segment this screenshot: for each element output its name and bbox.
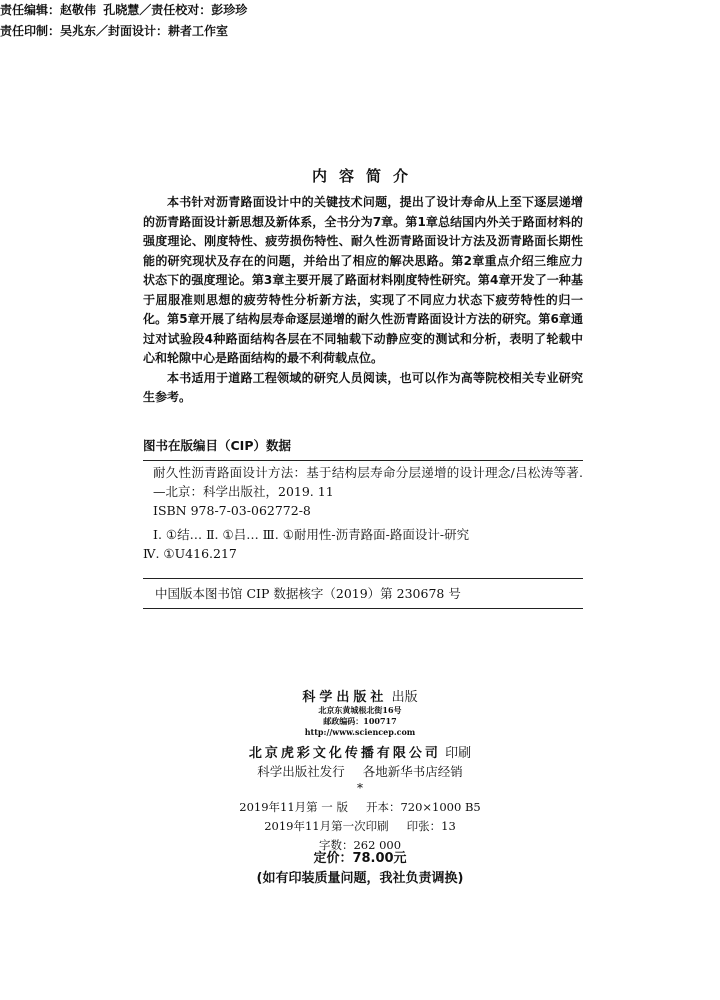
publisher-line: [0, 686, 720, 705]
price: 定价：78.00元: [313, 851, 407, 866]
summary-title: 内容简介: [311, 167, 420, 185]
publisher-contact: [0, 705, 720, 738]
distribution-sellers: 各地新华书店经销: [362, 764, 463, 779]
summary-paragraph: 本书适用于道路工程领域的研究人员阅读，也可以作为高等院校相关专业研究生参考。: [143, 370, 583, 404]
edition-row-1: [0, 798, 720, 817]
printing-date: 2019年11月第一次印刷: [264, 819, 389, 833]
word-count: 字数：262 000: [318, 838, 402, 852]
staff-line-editors: 责任编辑：赵敬伟 孔晓慧／责任校对：彭珍珍: [0, 3, 248, 17]
cip-verification: 中国版本图书馆 CIP 数据核字（2019）第 230678 号: [143, 578, 583, 609]
publisher-website: http://www.sciencep.com: [304, 727, 416, 737]
printed-sheets: 印张：13: [406, 819, 456, 833]
edition-date: 2019年11月第 一 版: [239, 800, 348, 814]
publisher-logo-name: 科学出版社: [302, 690, 388, 705]
publisher-suffix: 出版: [391, 690, 418, 705]
cip-record: [143, 463, 583, 563]
quality-note: (如有印装质量问题，我社负责调换): [256, 871, 464, 886]
printer-suffix: 印刷: [445, 746, 472, 761]
cip-classification-1: Ⅰ. ①结… Ⅱ. ①吕… Ⅲ. ①耐用性-沥青路面-路面设计-研究: [153, 527, 470, 542]
distribution-line: [0, 762, 720, 780]
printer-line: [0, 742, 720, 761]
publisher-postcode: 邮政编码：100717: [323, 716, 397, 726]
summary-paragraph: 本书针对沥青路面设计中的关键技术问题，提出了设计寿命从上至下逐层递增的沥青路面设计新思想及新体系，全书分为7章。第1章总结国内外关于路面材料的强度理论、刚度特性、疲劳损伤特性、耐久性沥青路面设计方法及沥青路面长期性能的研究现状及存在的问题，并给出了相应的解决思路。第2章重点介绍三维应力状态下的强度理论。第3章主要开展了路面材料刚度特性研究。第4章开发了一种基于屈服准则思想的疲劳特性分析新方法，实现了不同应力状态下疲劳特性的归一化。第5章开展了结构层寿命逐层递增的耐久性沥青路面设计方法的研究。第6章通过对试验段4种路面结构各层在不同轴载下动静应变的测试和分析，表明了轮载中心和轮隙中心是路面结构的最不利荷载点位。: [143, 195, 583, 365]
summary-body: [143, 193, 583, 408]
staff-line-production: 责任印制：吴兆东／封面设计：耕者工作室: [0, 24, 229, 38]
separator-star: *: [357, 781, 363, 795]
book-format: 开本：720×1000 B5: [365, 800, 481, 814]
cip-classification-2: Ⅳ. ①U416.217: [143, 546, 237, 561]
distribution-issuer: 科学出版社发行: [257, 764, 345, 779]
cip-title-line: 耐久性沥青路面设计方法：基于结构层寿命分层递增的设计理念/吕松涛等著. —北京：科学出版社，2019. 11: [153, 465, 583, 499]
edition-row-2: [0, 817, 720, 836]
staff-credits: [0, 0, 340, 42]
publisher-address: 北京东黄城根北街16号: [318, 705, 402, 715]
printer-name: 北京虎彩文化传播有限公司: [248, 746, 441, 761]
cip-isbn: ISBN 978-7-03-062772-8: [153, 503, 311, 518]
cip-header: 图书在版编目（CIP）数据: [143, 436, 583, 461]
